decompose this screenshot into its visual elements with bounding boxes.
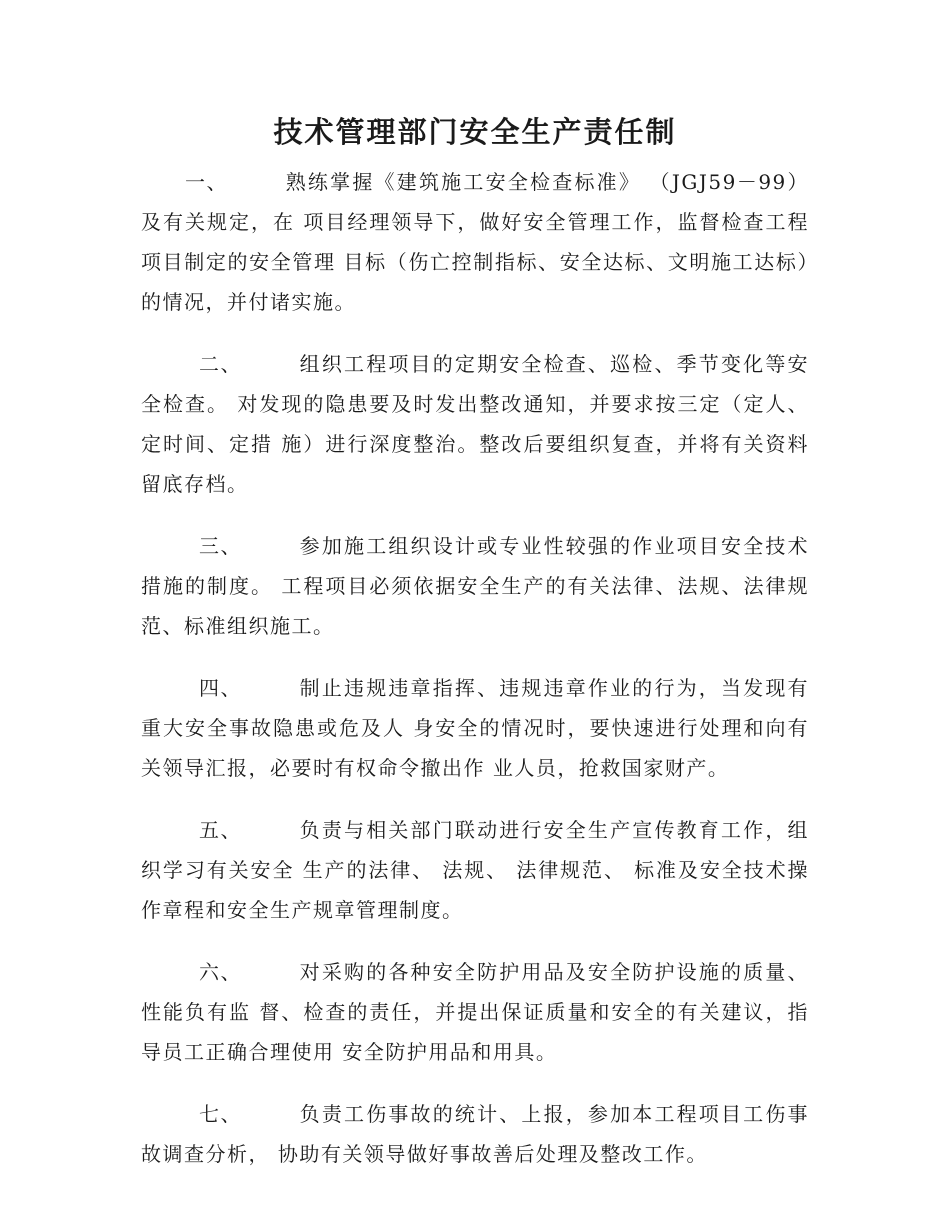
paragraph-5 [141, 810, 809, 930]
paragraph-text: 组织工程项目的定期安全检查、巡检、季节变化等安全检查。 对发现的隐患要及时发出整改通知，并要求按三定（定人、定时间、定措 施）进行深度整治。整改后要组织复查，并将有关资料留底存档。 [141, 352, 809, 496]
document-body [141, 162, 809, 1196]
document-title: 技术管理部门安全生产责任制 [273, 115, 677, 149]
paragraph-text: 参加施工组织设计或专业性较强的作业项目安全技术措施的制度。 工程项目必须依据安全生产的有关法律、法规、法律规范、标准组织施工。 [141, 534, 809, 638]
paragraph-marker: 七、 [199, 1102, 242, 1126]
paragraph-marker: 三、 [199, 534, 242, 558]
paragraph-text: 负责工伤事故的统计、上报，参加本工程项目工伤事故调查分析， 协助有关领导做好事故善后处理及整改工作。 [141, 1102, 809, 1166]
paragraph-2 [141, 344, 809, 504]
paragraph-text: 负责与相关部门联动进行安全生产宣传教育工作，组织学习有关安全 生产的法律、 法规、 法律规范、 标准及安全技术操作章程和安全生产规章管理制度。 [141, 818, 809, 922]
paragraph-marker: 二、 [199, 352, 242, 376]
paragraph-marker: 五、 [199, 818, 242, 842]
paragraph-marker: 四、 [199, 676, 242, 700]
paragraph-7 [141, 1094, 809, 1174]
paragraph-6 [141, 952, 809, 1072]
paragraph-3 [141, 526, 809, 646]
paragraph-4 [141, 668, 809, 788]
paragraph-text: 对采购的各种安全防护用品及安全防护设施的质量、性能负有监 督、检查的责任，并提出保证质量和安全的有关建议，指导员工正确合理使用 安全防护用品和用具。 [141, 960, 809, 1064]
paragraph-marker: 六、 [199, 960, 242, 984]
paragraph-text: 熟练掌握《建筑施工安全检查标准》 （JGJ59－99）及有关规定，在 项目经理领导下，做好安全管理工作，监督检查工程项目制定的安全管理 目标（伤亡控制指标、安全达标、文明施工达标）的情况，并付诸实施。 [141, 170, 809, 314]
paragraph-1 [141, 162, 809, 322]
paragraph-text: 制止违规违章指挥、违规违章作业的行为，当发现有重大安全事故隐患或危及人 身安全的情况时，要快速进行处理和向有关领导汇报，必要时有权命令撤出作 业人员，抢救国家财产。 [141, 676, 809, 780]
paragraph-marker: 一、 [185, 170, 228, 194]
